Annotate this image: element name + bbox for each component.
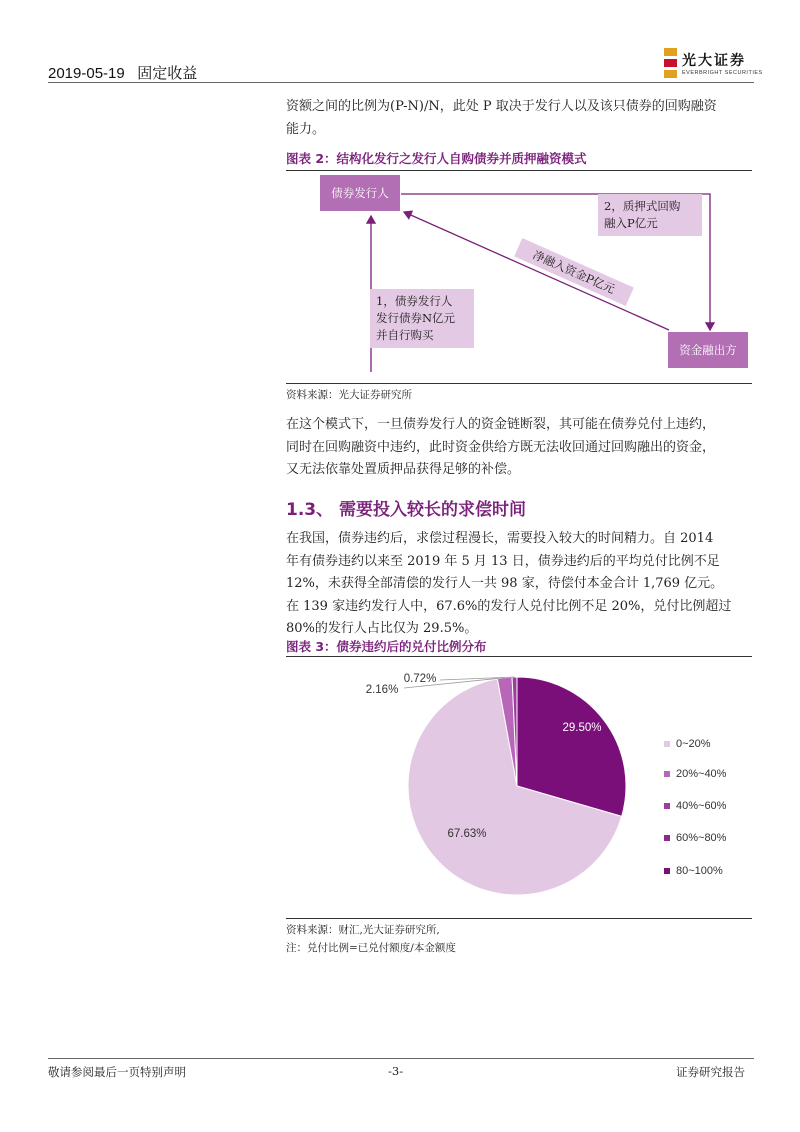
step2-box: 2，质押式回购 融入P亿元 bbox=[598, 194, 702, 236]
logo-mark-icon bbox=[664, 48, 677, 78]
pie-label-0: 67.63% bbox=[447, 828, 487, 840]
figure3-top-rule bbox=[286, 656, 752, 657]
figure3-bottom-rule bbox=[286, 918, 752, 919]
issuer-box: 债券发行人 bbox=[320, 175, 400, 211]
figure3-title: 图表 3：债券违约后的兑付比例分布 bbox=[286, 639, 487, 654]
figure3-note: 注：兑付比例=已兑付额度/本金额度 bbox=[286, 942, 456, 954]
footer-rule bbox=[48, 1058, 754, 1059]
figure2-top-rule bbox=[286, 170, 752, 171]
net-financing-label: 净融入资金P亿元 bbox=[514, 238, 634, 306]
legend-item-3: 60%~80% bbox=[664, 832, 726, 844]
footer-disclaimer: 敬请参阅最后一页特别声明 bbox=[48, 1065, 186, 1079]
funder-box: 资金融出方 bbox=[668, 332, 748, 368]
paragraph-risk: 在这个模式下，一旦债券发行人的资金链断裂，其可能在债券兑付上违约， 同时在回购融资中违约，此时资金供给方既无法收回通过回购融出的资金， 又无法依靠处置质押品获得足够的补偿。 bbox=[286, 417, 716, 477]
logo-name-en: EVERBRIGHT SECURITIES bbox=[682, 70, 763, 76]
figure2-source: 资料来源：光大证券研究所 bbox=[286, 389, 412, 401]
step1-box: 1，债券发行人 发行债券N亿元 并自行购买 bbox=[370, 289, 474, 348]
company-logo bbox=[664, 48, 763, 78]
pie-label-1: 2.16% bbox=[365, 684, 399, 696]
legend-item-2: 40%~60% bbox=[664, 800, 726, 812]
legend-item-0: 0~20% bbox=[664, 738, 711, 750]
footer-report-type: 证券研究报告 bbox=[676, 1065, 745, 1079]
pie-label-4: 29.50% bbox=[562, 722, 602, 734]
legend-swatch-2 bbox=[664, 803, 670, 809]
header-rule bbox=[48, 82, 754, 83]
report-date: 2019-05-19 固定收益 bbox=[48, 65, 198, 82]
figure2-title: 图表 2：结构化发行之发行人自购债券并质押融资模式 bbox=[286, 151, 587, 166]
legend-swatch-4 bbox=[664, 868, 670, 874]
figure2-bottom-rule bbox=[286, 383, 752, 384]
intro-paragraph: 资额之间的比例为(P-N)/N，此处 P 取决于发行人以及该只债券的回购融资 能力。 bbox=[286, 99, 717, 137]
section-title: 1.3、 需要投入较长的求偿时间 bbox=[286, 500, 527, 520]
pie-label-2: 0.72% bbox=[403, 673, 437, 685]
legend-swatch-1 bbox=[664, 771, 670, 777]
report-section: 固定收益 bbox=[137, 65, 198, 82]
legend-item-4: 80~100% bbox=[664, 865, 723, 877]
figure3-source: 资料来源：财汇,光大证券研究所, bbox=[286, 924, 440, 936]
page-number: -3- bbox=[388, 1064, 404, 1078]
legend-swatch-0 bbox=[664, 741, 670, 747]
paragraph-recovery: 在我国，债券违约后，求偿过程漫长，需要投入较大的时间精力。自 2014 年有债券违约以来至 2019 年 5 月 13 日，债券违约后的平均兑付比例不足 12%，未获得全部清偿的发行人一共 98 家，待偿付本金合计 1,769 亿元。 在 139 家违约发行人中，67.6%的发行人兑付比例不足 20%，兑付比例超过 80%的发行人占比仅为 29.5%。 bbox=[286, 531, 732, 636]
legend-swatch-3 bbox=[664, 835, 670, 841]
legend-item-1: 20%~40% bbox=[664, 768, 726, 780]
logo-name-cn: 光大证券 bbox=[682, 53, 746, 69]
